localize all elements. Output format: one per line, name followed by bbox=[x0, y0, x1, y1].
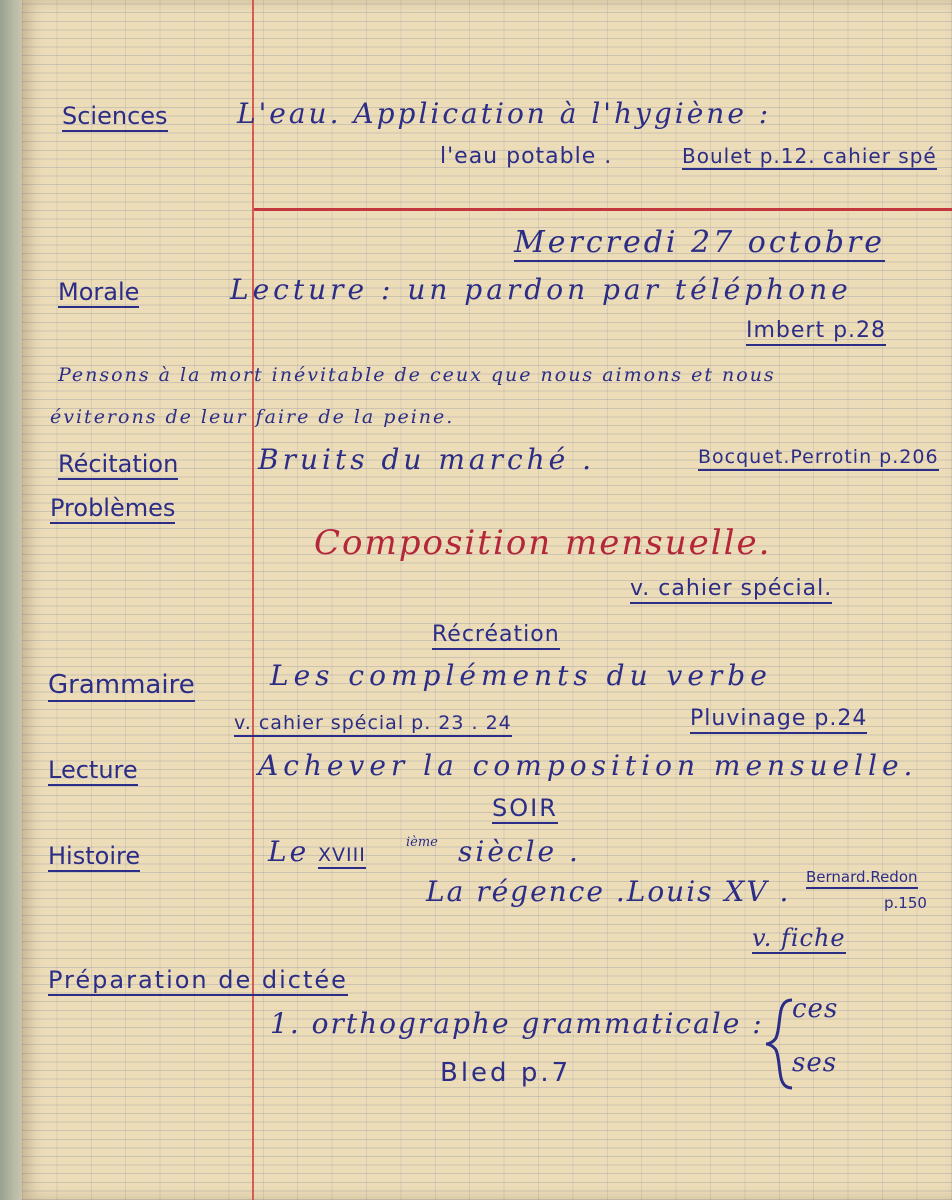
grammaire-reference: Pluvinage p.24 bbox=[690, 708, 867, 734]
histoire-siecle: siècle . bbox=[458, 835, 581, 868]
subject-recitation: Récitation bbox=[58, 450, 179, 478]
grammaire-text: Les compléments du verbe bbox=[270, 659, 772, 692]
recitation-text: Bruits du marché . bbox=[258, 443, 596, 476]
composition-title: Composition mensuelle. bbox=[314, 523, 772, 563]
lecture-text: Achever la composition mensuelle. bbox=[258, 749, 918, 782]
histoire-century: XVIII bbox=[318, 846, 366, 869]
sciences-line2: l'eau potable . bbox=[440, 144, 613, 169]
histoire-reference-line2: p.150 bbox=[884, 894, 927, 912]
subject-grammaire: Grammaire bbox=[48, 670, 195, 700]
grammaire-note: v. cahier spécial p. 23 . 24 bbox=[234, 714, 512, 737]
histoire-reference-line1: Bernard.Redon bbox=[806, 870, 918, 889]
margin-line bbox=[252, 0, 254, 1200]
dictee-brace-item1: ces bbox=[792, 994, 839, 1024]
morale-text: Lecture : un pardon par téléphone bbox=[230, 273, 852, 306]
subject-problemes: Problèmes bbox=[50, 494, 176, 522]
histoire-century-suffix: ième bbox=[406, 835, 438, 850]
recreation-heading: Récréation bbox=[432, 624, 560, 650]
dictee-brace-item2: ses bbox=[792, 1048, 838, 1078]
subject-histoire: Histoire bbox=[48, 842, 141, 870]
histoire-line2: La régence .Louis XV . bbox=[426, 875, 791, 908]
recitation-reference: Bocquet.Perrotin p.206 bbox=[698, 448, 939, 471]
morale-reference: Imbert p.28 bbox=[746, 320, 886, 346]
date-heading: Mercredi 27 octobre bbox=[514, 225, 886, 260]
notebook-page bbox=[22, 0, 952, 1200]
morale-maxim-line1: Pensons à la mort inévitable de ceux que nous aimons et nous bbox=[58, 364, 776, 386]
morale-maxim-line2: éviterons de leur faire de la peine. bbox=[50, 406, 455, 428]
sciences-reference: Boulet p.12. cahier spé bbox=[682, 144, 937, 168]
dictee-line1: 1. orthographe grammaticale : bbox=[270, 1007, 764, 1040]
subject-preparation-dictee: Préparation de dictée bbox=[48, 966, 348, 994]
composition-note: v. cahier spécial. bbox=[630, 578, 832, 604]
subject-sciences: Sciences bbox=[62, 102, 168, 130]
histoire-le: Le bbox=[268, 835, 310, 868]
subject-morale: Morale bbox=[58, 278, 140, 306]
subject-lecture: Lecture bbox=[48, 756, 138, 784]
histoire-note: v. fiche bbox=[752, 924, 846, 952]
soir-heading: SOIR bbox=[492, 794, 558, 822]
sciences-title: L'eau. Application à l'hygiène : bbox=[237, 97, 772, 130]
day-separator-line bbox=[254, 208, 952, 211]
dictee-line2: Bled p.7 bbox=[440, 1058, 572, 1088]
